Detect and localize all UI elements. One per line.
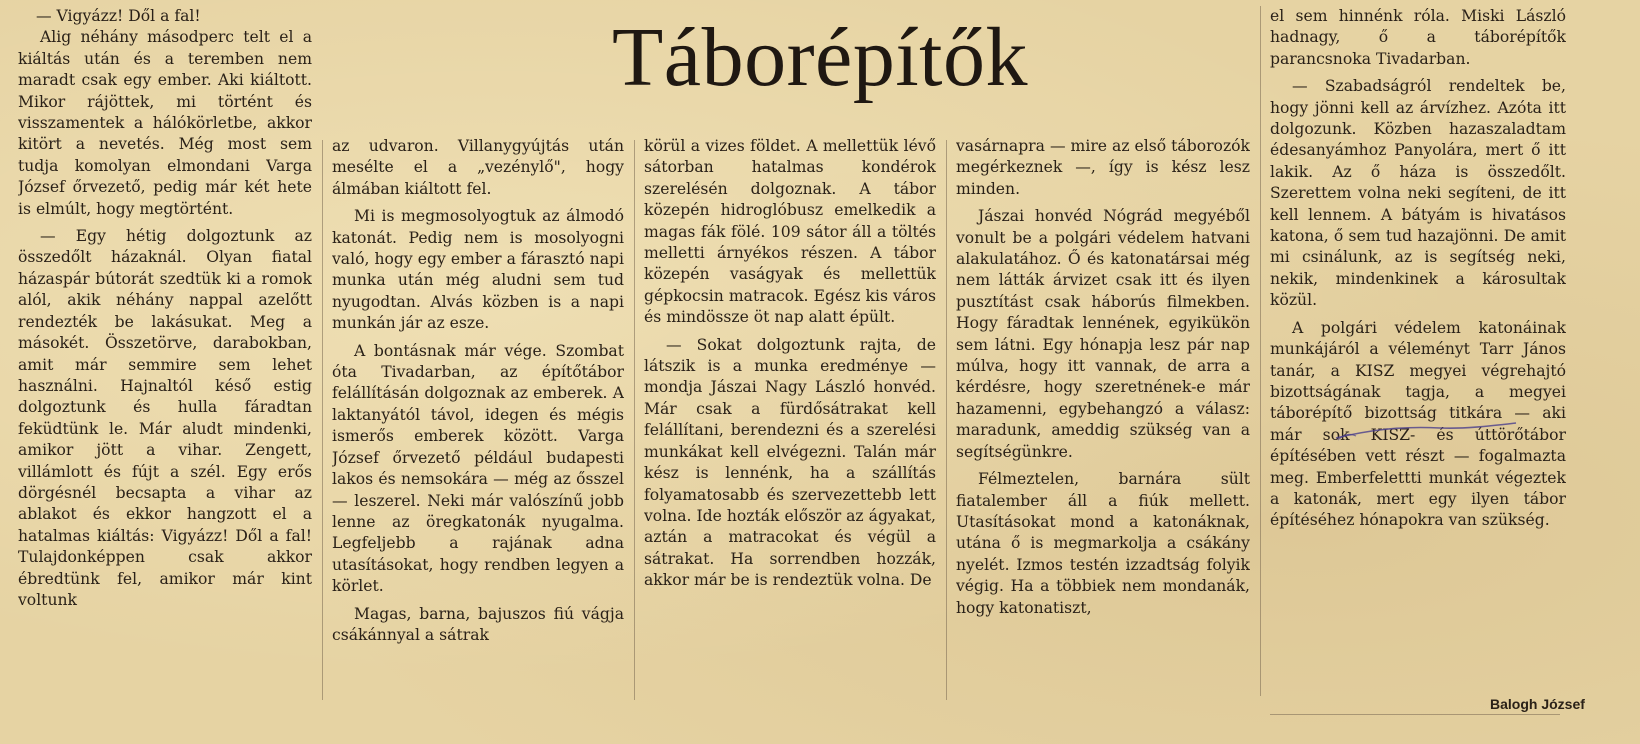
column-2 [332, 136, 624, 706]
pen-underline-mark [1330, 420, 1520, 446]
column-3 [644, 136, 936, 706]
column-divider-2 [634, 140, 635, 700]
col3-para-2: — Sokat dolgoztunk rajta, de látszik is a munka eredménye — mondja Jászai Nagy László honvéd. Már csak a fürdősátrakat kell felállítani, berendezni és a szerelési munkákat kell elvégezni. Talán már kész is lennénk, ha a szállítás folyamatosabb és szervezettebb lett volna. Ide hozták először az ágyakat, aztán a matracokat és végül a sátrakat. Ha sorrendben hozzák, akkor már be is rendeztük volna. De [644, 335, 936, 590]
column-divider-4 [1260, 6, 1261, 696]
column-4 [956, 136, 1250, 706]
col4-para-1: vasárnapra — mire az első táborozók megérkeznek —, így is kész lesz minden. [956, 137, 1250, 198]
col4-para-2: Jászai honvéd Nógrád megyéből vonult be a polgári védelem hatvani alakulatához. Ő és katonatársai még nem látták árvizet csak itt és ilyen pusztítást csak háborús filmekben. Hogy fáradtak lennének, egyikükön sem látni. Egy hónapja lesz pár nap múlva, hogy itt vannak, de arra a kérdésre, hogy szeretnének-e már hazamenni, egybehangzó a válasz: maradunk, ameddig szükség van a segítségünkre. [956, 207, 1250, 461]
bottom-rule [1270, 714, 1560, 715]
col4-para-3: Félmeztelen, barnára sült fiatalember áll a fiúk mellett. Utasításokat mond a katonáknak, utána ő is megmarkolja a csákány nyelét. Izmos testén izzadtság folyik végig. Ha a többiek nem mondanák, hogy katonatiszt, [956, 470, 1250, 617]
author-signature: Balogh József [1490, 696, 1585, 712]
col2-para-1: az udvaron. Villanygyújtás után mesélte el a „vezénylő", hogy álmában kiáltott fel. [332, 137, 624, 198]
col1-para-1: — Vigyázz! Dől a fal! [36, 7, 201, 25]
col1-para-2: Alig néhány másodperc telt el a kiáltás után és a teremben nem maradt csak egy ember. Aki kiáltott. Mikor rájöttek, mi történt és visszamentek a hálókörletbe, akkor kitört a nevetés. Még most sem tudja komolyan elmondani Varga József őrvezető, pedig már két hete is elmúlt, hogy megtörtént. [18, 28, 312, 218]
column-1 [18, 6, 312, 706]
col2-para-3: A bontásnak már vége. Szombat óta Tivadarban, az építőtábor felállításán dolgoznak az emberek. A laktanyától távol, idegen és mégis ismerős emberek között. Varga József őrvezető például budapesti lakos és nemsokára — még az ősszel — leszerel. Neki már valószínű jobb lenne az öregkatonák nyugalma. Legfeljebb a rajának adna utasításokat, hogy rendben legyen a körlet. [332, 341, 624, 596]
col2-para-4: Magas, barna, bajuszos fiú vágja csákánnyal a sátrak [332, 604, 624, 644]
column-divider-3 [946, 140, 947, 700]
column-divider-1 [322, 140, 323, 700]
column-5 [1270, 6, 1566, 646]
article-headline: Táborépítők [611, 11, 1029, 104]
col5-para-3: A polgári védelem katonáinak munkájáról a véleményt Tarr János tanár, a KISZ megyei végrehajtó bizottságának tagja, a megyei táborépítő bizottság titkára — aki már sok KISZ- és úttörőtábor építésében vett részt — fogalmazta meg. Emberfelettti munkát végeztek a katonák, mert egy ilyen tábor építéséhez hónapokra van szükség. [1270, 318, 1566, 530]
col1-para-3: — Egy hétig dolgoztunk az összedőlt házaknál. Olyan fiatal házaspár bútorát szedtük ki a romok alól, akik néhány nappal azelőtt rendezték be lakásukat. Meg a másokét. Összetörve, darabokban, amit már semmire sem lehet használni. Hajnaltól késő estig dolgoztunk és hulla fáradtan feküdtünk le. Már aludt mindenki, amikor jött a vihar. Zengett, villámlott és fújt a szél. Egy erős dörgésnél becsapta a vihar az ablakot és ekkor hangzott el a hatalmas kiáltás: Vigyázz! Dől a fal! Tulajdonképpen csak akkor ébredtünk fel, amikor már kint voltunk [18, 227, 312, 609]
col3-para-1: körül a vizes földet. A mellettük lévő sátorban hatalmas kondérok szerelésén dolgoznak. A tábor közepén hidroglóbusz emelkedik a magas fák fölé. 109 sátor áll a töltés melletti árnyékos részen. A tábor közepén vaságyak és mellettük gépkocsin matracok. Egész kis város és mindössze öt nap alatt épült. [644, 137, 936, 327]
col5-para-1: el sem hinnénk róla. Miski László hadnagy, ő a táborépítők parancsnoka Tivadarban. [1270, 7, 1566, 68]
col2-para-2: Mi is megmosolyogtuk az álmodó katonát. Pedig nem is mosolyogni való, hogy egy ember a fárasztó napi munka után még aludni sem tud nyugodtan. Alvás közben is a napi munkán jár az esze. [332, 207, 624, 333]
col5-para-2: — Szabadságról rendeltek be, hogy jönni kell az árvízhez. Azóta itt dolgozunk. Közben hazaszaladtam édesanyámhoz Panyolára, mert ő itt lakik. Az ő háza is összedőlt. Szerettem volna neki segíteni, de itt kell lennem. A bátyám is hivatásos katona, ő sem tud hazajönni. De amit mi csinálunk, az is segítség neki, nekik, mindenkinek a károsultak közül. [1270, 77, 1566, 310]
